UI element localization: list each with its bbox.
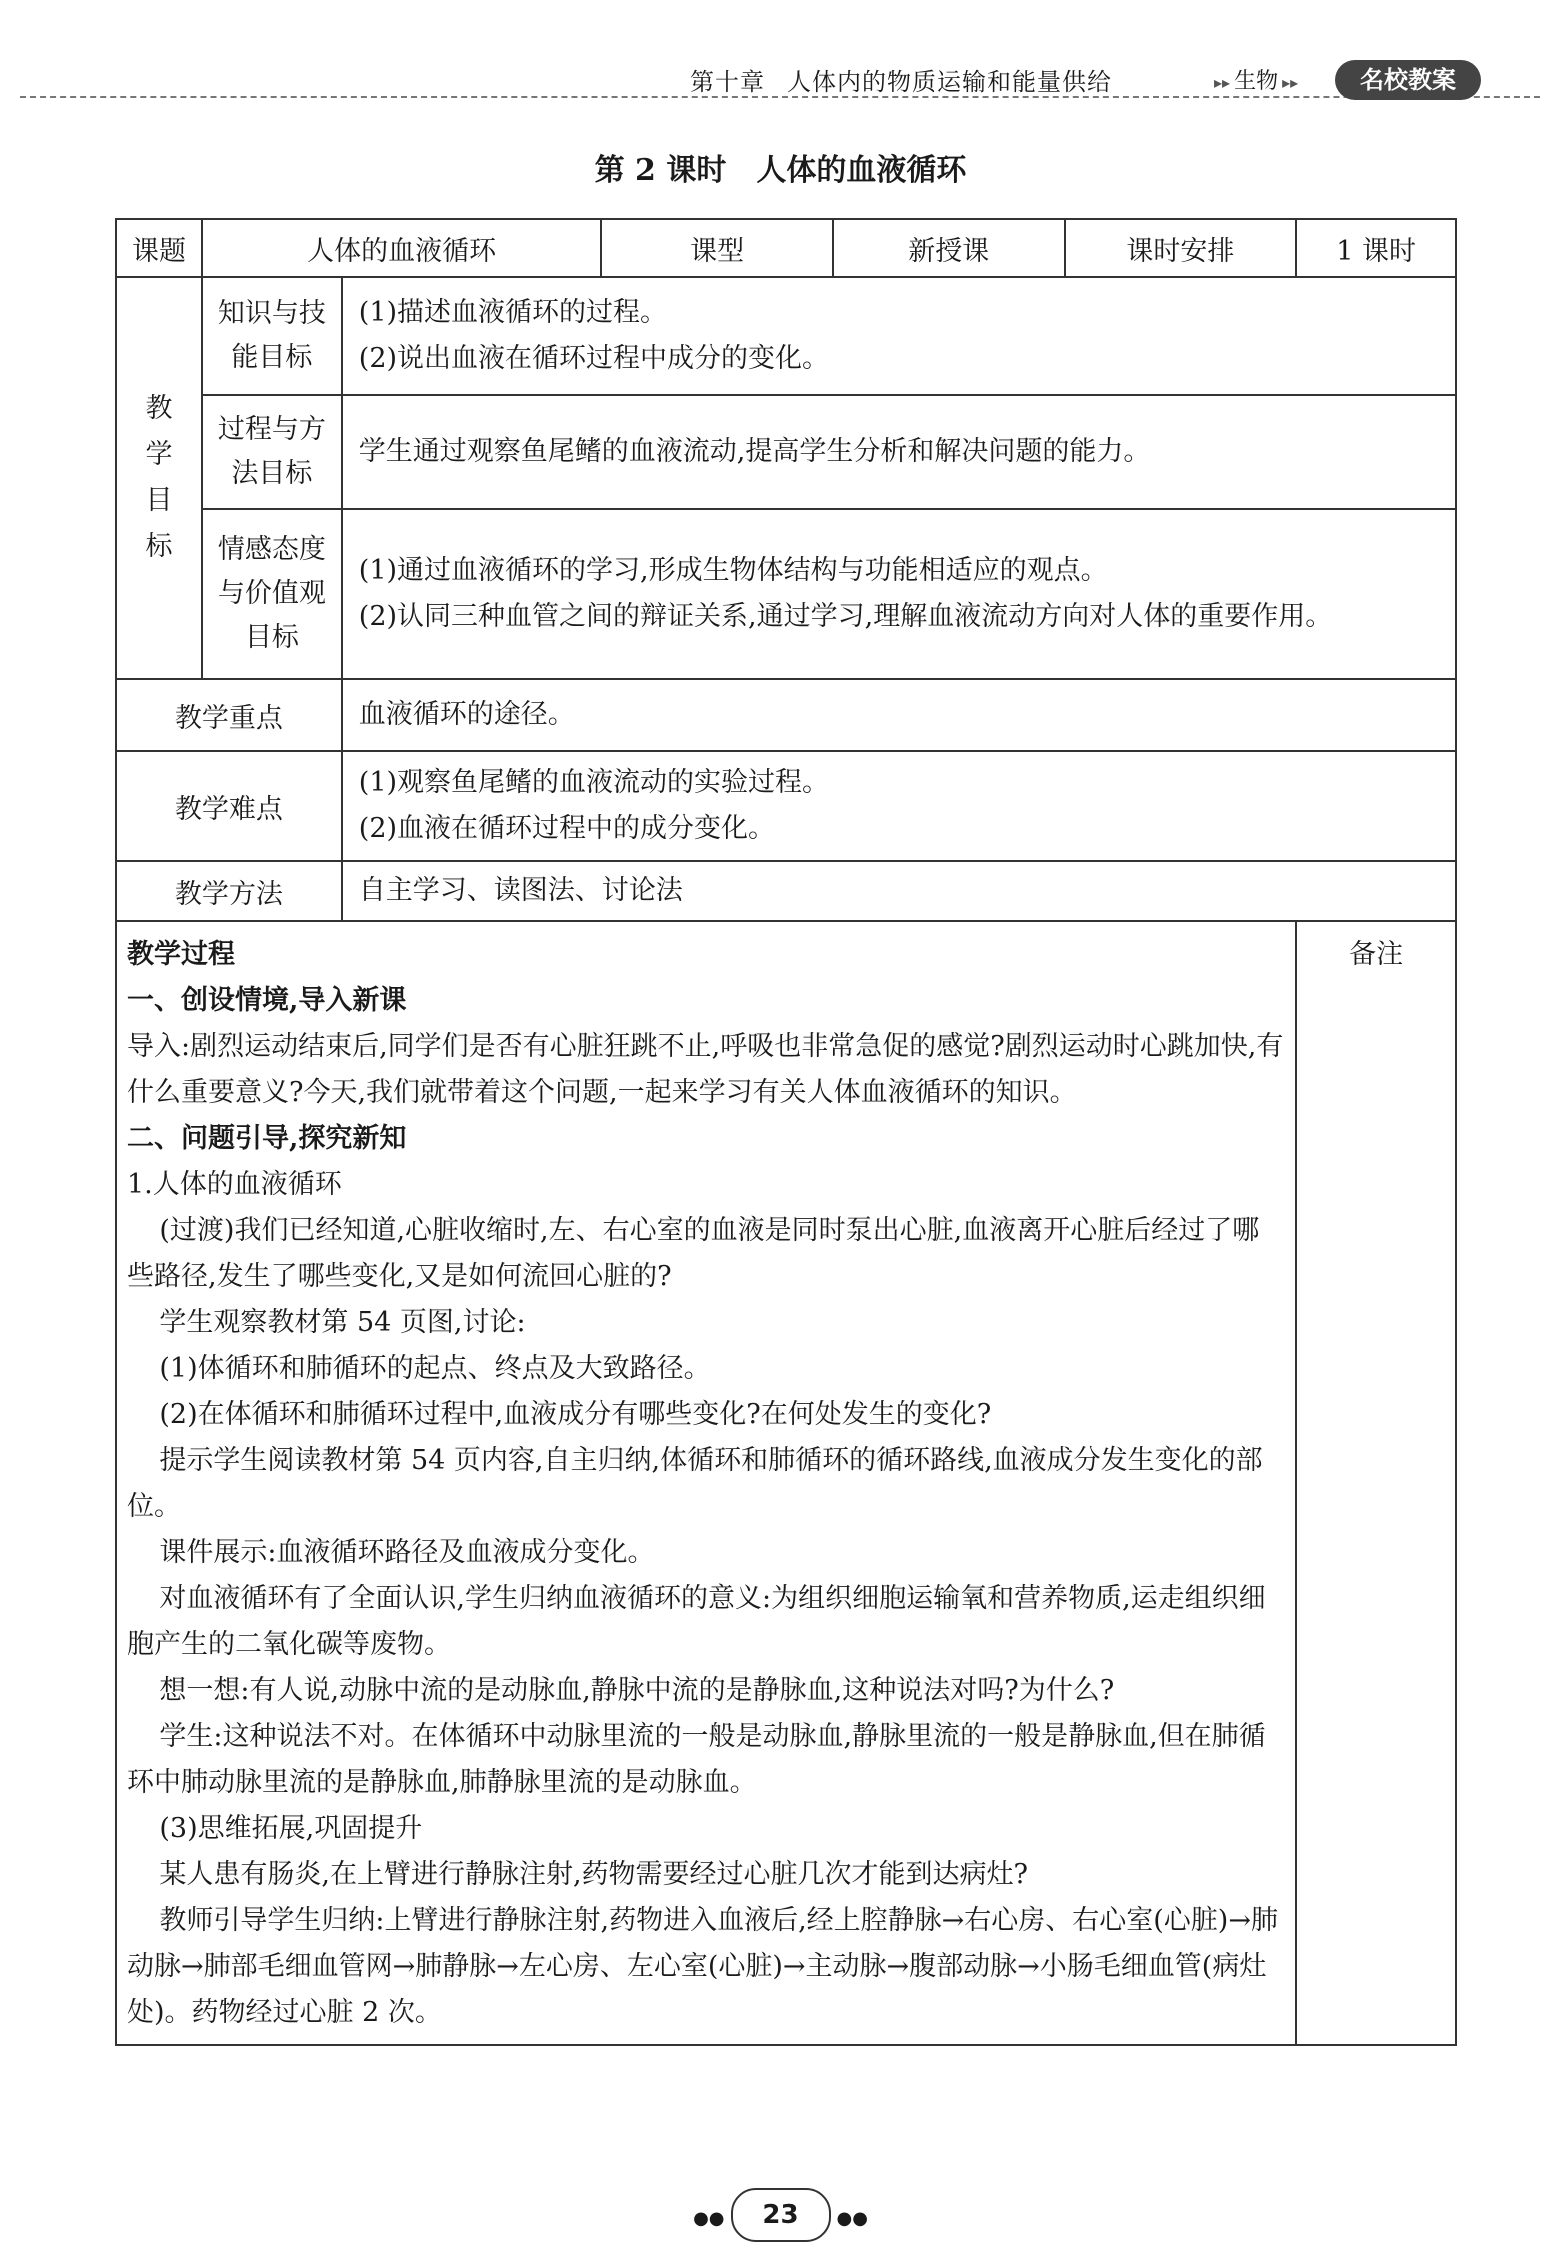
paragraph: 导入:剧烈运动结束后,同学们是否有心脏狂跳不止,呼吸也非常急促的感觉?剧烈运动时心跳加快,有什么重要意义?今天,我们就带着这个问题,一起来学习有关人体血液循环的知识。 xyxy=(127,1031,1284,1108)
schedule-value: 1 课时 xyxy=(1296,219,1456,277)
decorative-dots-icon: ●● xyxy=(693,2208,725,2229)
schedule-label: 课时安排 xyxy=(1065,219,1297,277)
paragraph: 对血液循环有了全面认识,学生归纳血液循环的意义:为组织细胞运输氧和营养物质,运走组织细胞产生的二氧化碳等废物。 xyxy=(127,1583,1266,1660)
difficulty-items xyxy=(342,751,1456,861)
remark-column: 备注 xyxy=(1296,921,1456,2045)
difficulty-label: 教学难点 xyxy=(116,751,342,861)
section-heading: 一、创设情境,导入新课 xyxy=(127,985,407,1016)
teaching-process xyxy=(116,921,1296,2045)
table-row xyxy=(116,679,1456,751)
table-row xyxy=(116,219,1456,277)
process-title: 教学过程 xyxy=(127,939,235,970)
lesson-plan-table xyxy=(115,218,1457,2046)
goals-label: 教学目标 xyxy=(116,277,202,679)
topic-label: 课题 xyxy=(116,219,202,277)
paragraph: 学生:这种说法不对。在体循环中动脉里流的一般是动脉血,静脉里流的一般是静脉血,但在肺循环中肺动脉里流的是静脉血,肺静脉里流的是动脉血。 xyxy=(127,1721,1266,1798)
table-row xyxy=(116,861,1456,921)
paragraph: 教师引导学生归纳:上臂进行静脉注射,药物进入血液后,经上腔静脉→右心房、右心室(心脏)→肺动脉→肺部毛细血管网→肺静脉→左心房、左心室(心脏)→主动脉→腹部动脉→小肠毛细血管(病灶处)。药物经过心脏 2 次。 xyxy=(127,1905,1278,2028)
paragraph: 课件展示:血液循环路径及血液成分变化。 xyxy=(159,1537,655,1568)
process-method-label: 过程与方法目标 xyxy=(202,395,342,509)
paragraph: (1)体循环和肺循环的起点、终点及大致路径。 xyxy=(159,1353,711,1384)
list-item: (2)说出血液在循环过程中成分的变化。 xyxy=(358,343,830,374)
paragraph: 提示学生阅读教材第 54 页内容,自主归纳,体循环和肺循环的循环路线,血液成分发生变化的部位。 xyxy=(127,1445,1263,1522)
chevron-right-icon: ▸▸ xyxy=(1214,73,1231,92)
chevron-right-icon: ▸▸ xyxy=(1282,73,1299,92)
running-header xyxy=(690,62,1112,97)
page-number: 23 xyxy=(731,2188,831,2242)
paragraph: 某人患有肠炎,在上臂进行静脉注射,药物需要经过心脏几次才能到达病灶? xyxy=(159,1859,1029,1890)
type-label: 课型 xyxy=(601,219,833,277)
subsection-heading: 1.人体的血液循环 xyxy=(127,1169,342,1200)
paragraph: (过渡)我们已经知道,心脏收缩时,左、右心室的血液是同时泵出心脏,血液离开心脏后经过了哪些路径,发生了哪些变化,又是如何流回心脏的? xyxy=(127,1215,1260,1292)
chapter-number: 第十章 xyxy=(690,68,765,96)
table-row xyxy=(116,395,1456,509)
paragraph: 学生观察教材第 54 页图,讨论: xyxy=(159,1307,526,1338)
paragraph: (3)思维拓展,巩固提升 xyxy=(159,1813,423,1844)
paragraph: (2)在体循环和肺循环过程中,血液成分有哪些变化?在何处发生的变化? xyxy=(159,1399,992,1430)
lesson-title: 第 2 课时 人体的血液循环 xyxy=(594,153,967,188)
emotion-goals xyxy=(342,509,1456,679)
list-item: (1)通过血液循环的学习,形成生物体结构与功能相适应的观点。 xyxy=(358,555,1108,586)
emotion-label: 情感态度与价值观目标 xyxy=(202,509,342,679)
type-value: 新授课 xyxy=(833,219,1065,277)
knowledge-goals xyxy=(342,277,1456,395)
list-item: (2)血液在循环过程中的成分变化。 xyxy=(358,813,776,844)
method-value: 自主学习、读图法、讨论法 xyxy=(342,861,1456,921)
list-item: (2)认同三种血管之间的辩证关系,通过学习,理解血液流动方向对人体的重要作用。 xyxy=(358,601,1333,632)
decorative-dots-icon: ●● xyxy=(836,2208,868,2229)
chapter-title: 人体内的物质运输和能量供给 xyxy=(787,68,1112,96)
list-item: (1)描述血液循环的过程。 xyxy=(358,297,668,328)
topic-value: 人体的血液循环 xyxy=(202,219,601,277)
paragraph: 想一想:有人说,动脉中流的是动脉血,静脉中流的是静脉血,这种说法对吗?为什么? xyxy=(159,1675,1115,1706)
table-row xyxy=(116,509,1456,679)
subject-text: 生物 xyxy=(1234,69,1279,94)
page-footer xyxy=(0,2188,1561,2242)
knowledge-label: 知识与技能目标 xyxy=(202,277,342,395)
brand-logo: 名校教案 xyxy=(1335,60,1481,100)
section-heading: 二、问题引导,探究新知 xyxy=(127,1123,407,1154)
key-point-label: 教学重点 xyxy=(116,679,342,751)
table-row xyxy=(116,751,1456,861)
method-label: 教学方法 xyxy=(116,861,342,921)
table-row xyxy=(116,277,1456,395)
list-item: (1)观察鱼尾鳍的血液流动的实验过程。 xyxy=(358,767,830,798)
table-row xyxy=(116,921,1456,2045)
subject-label xyxy=(1210,64,1302,95)
key-point-value: 血液循环的途径。 xyxy=(342,679,1456,751)
process-method-goal: 学生通过观察鱼尾鳍的血液流动,提高学生分析和解决问题的能力。 xyxy=(342,395,1456,509)
